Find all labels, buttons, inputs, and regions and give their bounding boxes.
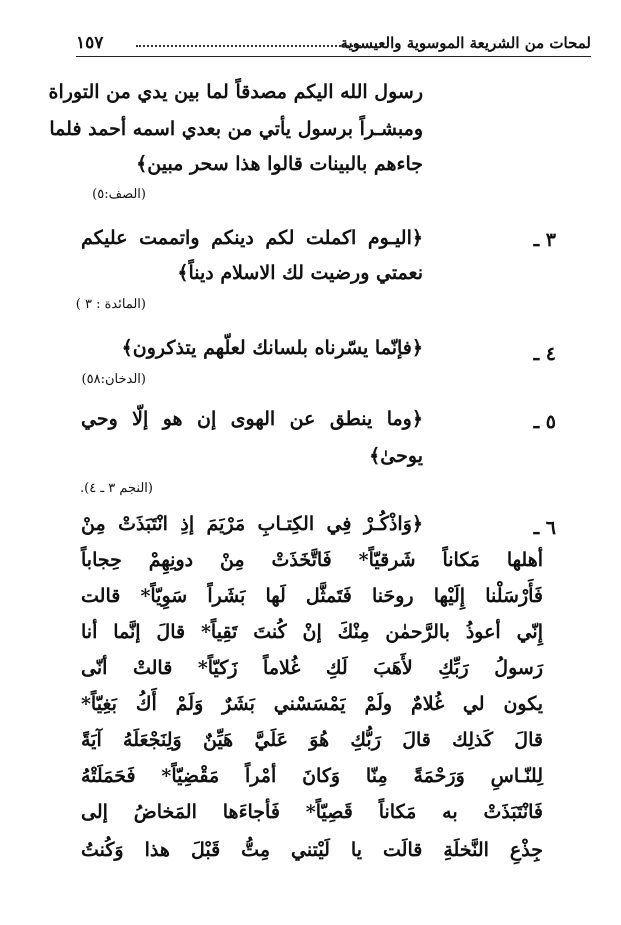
text-line: فَأَرْسَلْنا إِلَيْها روحَنا فَتَمثَّل لَها بَشَراً سَوِيّاً* قالت xyxy=(81,585,543,607)
text-line: يكون لي غُلامٌ ولَمْ يَمْسَسْني بَشَرٌ وَلَمْ أَكُ بَغِيّاً* xyxy=(81,693,543,715)
text-line: نعمتي ورضيت لك الاسلام ديناً﴾ xyxy=(177,262,423,284)
verse-reference: (الدخان:٥٨) xyxy=(81,372,146,387)
item-number: ٣ ـ xyxy=(533,229,556,251)
text-line: ﴿وَاذْكُـرْ فِي الكِتـابِ مَرْيَمَ إذِ انْتَبَذَتْ مِنْ xyxy=(81,513,423,535)
item-number: ٦ ـ xyxy=(533,517,556,539)
item-number: ٤ ـ xyxy=(533,343,556,365)
verse-reference: (المائدة : ٣ ) xyxy=(75,297,146,312)
text-line: قالَ كَذلِك قالَ رَبُّكِ هُوَ عَلَيَّ هَيِّنٌ وَلِنَجْعَلَهُ آيَةً xyxy=(81,729,543,751)
text-line: ﴿وما ينطق عن الهوى إن هو إلّا وحي xyxy=(81,408,423,430)
verse-reference: (الصف:٥) xyxy=(92,187,146,202)
text-line: جِذْعِ النَّخلَةِ قالَت يا لَيْتني مِتُّ قَبْلَ هذا وَكُنتُ xyxy=(81,839,543,861)
text-line: ومبشـراً برسول يأتي من بعدي اسمه أحمد فلما xyxy=(49,118,423,140)
text-line: جاءهم بالبينات قالوا هذا سحر مبين﴾ xyxy=(136,153,423,175)
running-title: لمحات من الشريعة الموسوية والعيسوية xyxy=(340,34,591,52)
page-number: ١٥٧ xyxy=(76,33,104,53)
text-line: رَسولُ رَبِّكِ لأَهَبَ لَكِ غُلاماً زَكيّاً* قالتْ أنّى xyxy=(81,657,543,679)
page-header xyxy=(76,26,591,57)
text-line: ﴿اليـوم اكملت لكم دينكم واتممت عليكم xyxy=(81,227,423,249)
text-line: يوحىٰ﴾ xyxy=(369,445,423,467)
text-line: أهلها مَكاناً شَرقيّاً* فَاتَّخَذَتْ مِنْ دونِهِمْ حِجاباً xyxy=(81,549,543,571)
text-line: إِنّي أعوذُ بالرَّحمٰن مِنْكَ إنْ كُنتَ تَقِياً* قالَ إنَّما أنا xyxy=(81,621,543,643)
text-line: رسول الله اليكم مصدقاً لما بين يدي من التوراة xyxy=(48,81,423,103)
verse-reference: (النجم ٣ ـ ٤). xyxy=(79,481,153,496)
header-leader-dots xyxy=(136,45,361,47)
text-line: لِلنّـاسِ وَرَحْمَةً مِنّا وَكانَ أمْراً مَقْضِيّاً* فَحَمَلَتْهُ xyxy=(81,765,543,787)
text-line: فَانْتَبَذَتْ به مَكاناً قَصِيّاً* فَأجاءَها المَخاضُ إلى xyxy=(81,801,543,823)
text-line: ﴿فإنّما يسّرناه بلسانك لعلّهم يتذكرون﴾ xyxy=(121,337,423,359)
item-number: ٥ ـ xyxy=(533,411,556,433)
